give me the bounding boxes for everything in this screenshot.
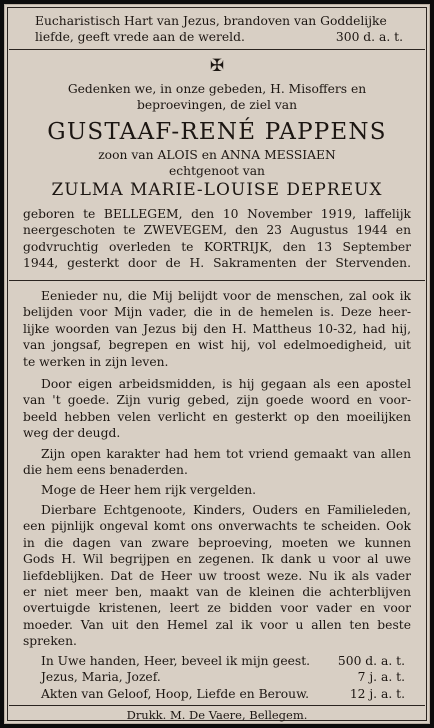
para3-line-2: die hem eens benaderden. (23, 463, 188, 478)
paragraph-1 (23, 288, 411, 370)
prayer-text: Jezus, Maria, Jozef. (41, 670, 161, 685)
para1-line-1: Eenieder nu, die Mij belijdt voor de menschen, zal ook ik (41, 289, 411, 303)
bio-line-2: neergeschoten te ZWEVEGEM, den 23 Augustus 1944 en (23, 223, 411, 238)
para5-line-2: een pijnlijk ongeval komt ons onverwachts te scheiden. Ook (23, 519, 411, 534)
prayer-text: In Uwe handen, Heer, beveel ik mijn geest. (41, 654, 311, 668)
para2-line-1: Door eigen arbeidsmidden, is hij gegaan als een apostel (41, 377, 411, 391)
paragraph-4 (23, 482, 411, 498)
paragraph-3 (23, 446, 411, 479)
para1-line-2: belijden voor Mijn vader, die in de hemelen is. Deze heer- (23, 305, 411, 320)
parents-prefix: zoon van (98, 148, 154, 162)
bio-line-4: 1944, gesterkt door de H. Sakramenten der Stervenden. (23, 256, 411, 271)
para4-line-1: Moge de Heer hem rijk vergelden. (41, 483, 257, 497)
cross-icon: ✠ (209, 56, 225, 76)
prayer-indulgence: 500 d. a. t. (337, 654, 405, 668)
para5-line-7: overtuigde kristenen, leert ze bidden voor vader en voor (23, 601, 411, 616)
para3-line-1: Zijn open karakter had hem tot vriend gemaakt van allen (41, 447, 411, 461)
header-line-2-text: liefde, geeft vrede aan de wereld. (35, 30, 245, 45)
intro-line-1: Gedenken we, in onze gebeden, H. Misoffers en (67, 82, 367, 96)
parents-line (23, 147, 411, 163)
para5-line-9: spreken. (23, 634, 77, 649)
intro-line-2: beproevingen, de ziel van (136, 98, 298, 113)
para2-line-2: van 't goede. Zijn vurig gebed, zijn goede woord en voor- (23, 393, 411, 408)
prayer-text: Akten van Geloof, Hoop, Liefde en Berouw. (41, 686, 310, 701)
paragraph-2 (23, 376, 411, 442)
para1-line-5: te werken in zijn leven. (23, 354, 169, 369)
prayer-row (41, 653, 405, 669)
prayer-row (41, 669, 405, 685)
para2-line-4: weg der deugd. (23, 426, 121, 441)
father-name: ALOIS (157, 148, 198, 162)
prayer-row (41, 686, 405, 702)
bio-line-3: godvruchtig overleden te KORTRIJK, den 13 September (23, 239, 411, 254)
para5-line-8: moeder. Van uit den Hemel zal ik voor u allen ten beste (23, 617, 411, 632)
para2-line-3: beeld hebben velen verlicht en gesterkt op den moeilijken (23, 409, 411, 424)
memorial-card (4, 4, 430, 724)
bio-line-1: geboren te BELLEGEM, den 10 November 1919, laffelijk (23, 207, 411, 221)
prayer-indulgence: 12 j. a. t. (349, 686, 405, 701)
para5-line-3: in die dagen van zware beproeving, moeten we kunnen (23, 535, 411, 550)
para5-line-6: er niet meer ben, maakt van de kleinen die achterblijven (23, 585, 411, 600)
para5-line-4: Gods H. Wil begrijpen en zegenen. Ik dank u voor al uwe (23, 552, 411, 567)
intro-text (23, 81, 411, 114)
para5-line-5: liefdeblijken. Dat de Heer uw troost weze. Nu ik als vader (23, 568, 411, 583)
paragraph-5 (23, 502, 411, 650)
biography (23, 206, 411, 272)
para1-line-3: lijke woorden van Jezus bij den H. Mattheus 10-32, had hij, (23, 321, 411, 336)
header-line-2 (35, 29, 403, 45)
parents-conj: en (201, 148, 217, 162)
header-line-1: Eucharistisch Hart van Jezus, brandoven van Goddelijke (35, 14, 387, 28)
spouse-label: echtgenoot van (169, 164, 265, 178)
prayers-list (41, 653, 405, 702)
footer-divider (9, 705, 425, 706)
bio-divider (9, 280, 425, 281)
header-prayer (35, 13, 403, 46)
spouse-name: ZULMA MARIE-LOUISE DEPREUX (51, 180, 383, 200)
para1-line-4: van jongsaf, begrepen en wist hij, vol edelmoedigheid, uit (23, 338, 411, 353)
para5-line-1: Dierbare Echtgenoote, Kinders, Ouders en Familieleden, (41, 503, 411, 517)
mother-name: ANNA MESSIAEN (220, 148, 336, 162)
header-indulgence: 300 d. a. t. (335, 30, 403, 45)
deceased-name: GUSTAAF-RENÉ PAPPENS (47, 119, 387, 145)
header-divider (9, 49, 425, 50)
printer-credit: Drukk. M. De Vaere, Bellegem. (126, 708, 308, 722)
prayer-indulgence: 7 j. a. t. (357, 670, 405, 685)
